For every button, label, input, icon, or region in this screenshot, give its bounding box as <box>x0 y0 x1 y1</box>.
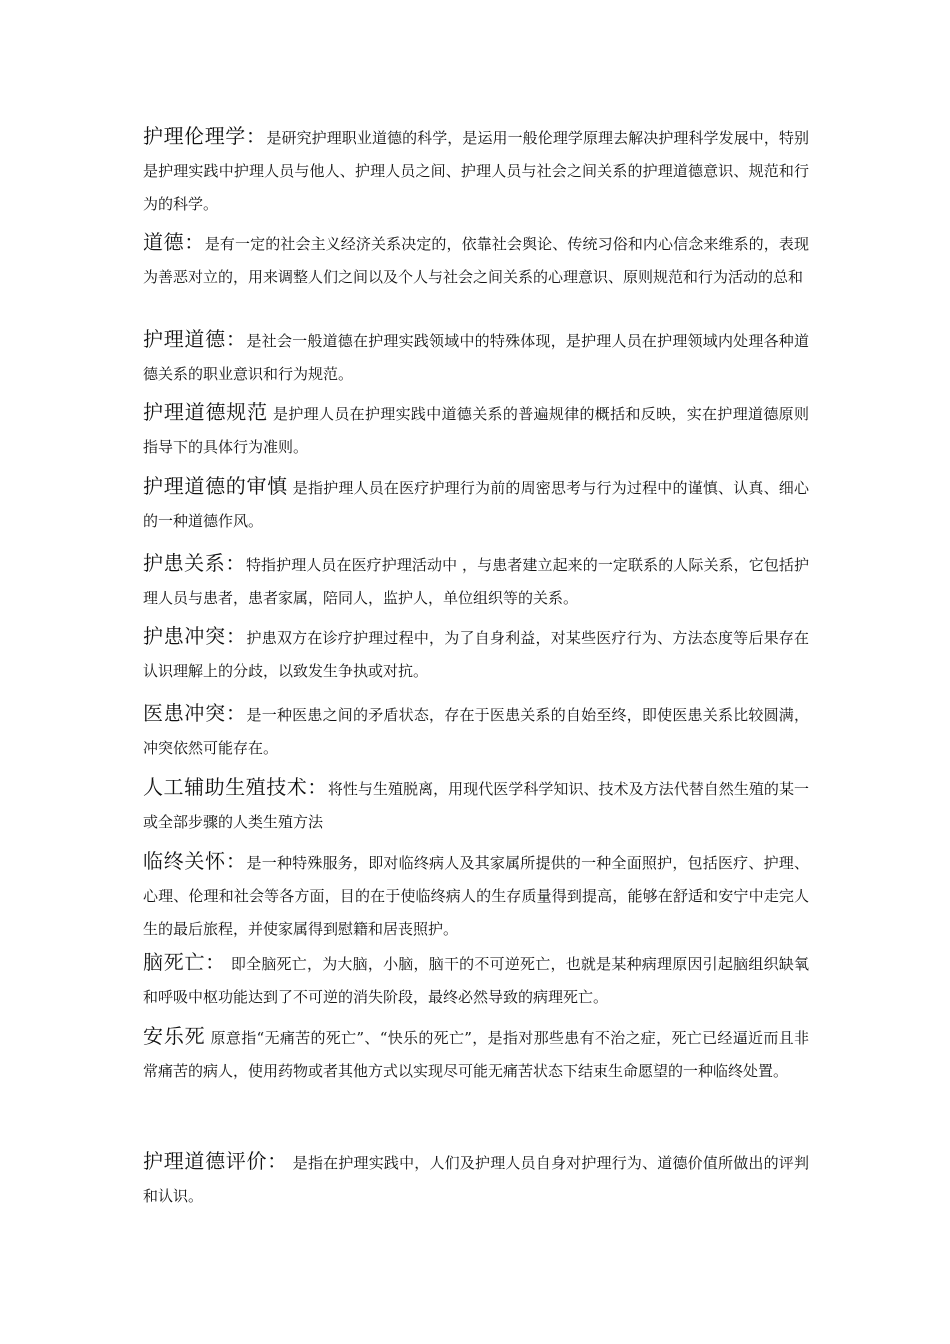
term-definition: 是一种医患之间的矛盾状态，存在于医患关系的自始至终，即使医患关系比较圆满，冲突依然可能存在。 <box>143 706 810 757</box>
term-definition: 是一种特殊服务，即对临终病人及其家属所提供的一种全面照护，包括医疗、护理、心理、伦理和社会等各方面，目的在于使临终病人的生存质量得到提高，能够在舒适和安宁中走完人生的最后旅程，并使家属得到慰籍和居丧照护。 <box>143 854 810 938</box>
entry-nursing-moral-evaluation <box>143 1145 809 1213</box>
term-heading: 护理道德的审慎 <box>143 474 288 498</box>
term-heading: 医患冲突： <box>143 701 247 725</box>
term-heading: 道德： <box>143 230 205 254</box>
entry-nursing-moral-norms <box>143 396 809 464</box>
entry-nurse-patient-conflict <box>143 620 809 688</box>
term-heading: 临终关怀： <box>143 849 247 873</box>
entry-doctor-patient-conflict <box>143 697 809 765</box>
entry-morality <box>143 226 809 294</box>
term-definition: 是有一定的社会主义经济关系决定的，依靠社会舆论、传统习俗和内心信念来维系的，表现为善恶对立的，用来调整人们之间以及个人与社会之间关系的心理意识、原则规范和行为活动的总和 <box>143 235 809 286</box>
entry-nurse-patient-relationship <box>143 547 809 615</box>
term-definition: 原意指“无痛苦的死亡”、“快乐的死亡”，是指对那些患有不治之症，死亡已经逼近而且非常痛苦的病人，使用药物或者其他方式以实现尽可能无痛苦状态下结束生命愿望的一种临终处置。 <box>143 1029 810 1080</box>
term-heading: 脑死亡： <box>143 950 226 974</box>
term-heading: 护患冲突： <box>143 624 247 648</box>
term-heading: 护理道德： <box>143 327 247 351</box>
term-definition: 即全脑死亡，为大脑，小脑，脑干的不可逆死亡，也就是某种病理原因引起脑组织缺氧和呼吸中枢功能达到了不可逆的消失阶段，最终必然导致的病理死亡。 <box>143 955 810 1006</box>
term-heading: 安乐死 <box>143 1024 206 1048</box>
term-definition: 是研究护理职业道德的科学，是运用一般伦理学原理去解决护理科学发展中，特别是护理实践中护理人员与他人、护理人员之间、护理人员与社会之间关系的护理道德意识、规范和行为的科学。 <box>143 129 809 213</box>
term-definition: 特指护理人员在医疗护理活动中 ，与患者建立起来的一定联系的人际关系，它包括护理人员与患者，患者家属，陪同人，监护人，单位组织等的关系。 <box>143 556 810 607</box>
entry-assisted-reproduction <box>143 771 809 839</box>
entry-brain-death <box>143 946 809 1014</box>
term-heading: 人工辅助生殖技术： <box>143 775 328 799</box>
term-definition: 是指在护理实践中，人们及护理人员自身对护理行为、道德价值所做出的评判和认识。 <box>143 1154 810 1205</box>
term-heading: 护患关系： <box>143 551 246 575</box>
entry-nursing-ethics <box>143 120 809 221</box>
term-heading: 护理道德规范 <box>143 400 268 424</box>
term-definition: 是护理人员在护理实践中道德关系的普遍规律的概括和反映，实在护理道德原则指导下的具体行为准则。 <box>143 405 809 456</box>
term-definition: 护患双方在诊疗护理过程中，为了自身利益，对某些医疗行为、方法态度等后果存在认识理解上的分歧，以致发生争执或对抗。 <box>143 629 810 680</box>
entry-euthanasia <box>143 1020 809 1088</box>
entry-nursing-prudence <box>143 470 809 538</box>
term-heading: 护理伦理学： <box>143 124 267 148</box>
term-heading: 护理道德评价： <box>143 1149 288 1173</box>
entry-hospice-care <box>143 845 809 946</box>
entry-nursing-morality <box>143 323 809 391</box>
term-definition: 是指护理人员在医疗护理行为前的周密思考与行为过程中的谨慎、认真、细心的一种道德作风。 <box>143 479 810 530</box>
term-definition: 是社会一般道德在护理实践领域中的特殊体现，是护理人员在护理领域内处理各种道德关系的职业意识和行为规范。 <box>143 332 810 383</box>
term-definition: 将性与生殖脱离，用现代医学科学知识、技术及方法代替自然生殖的某一或全部步骤的人类生殖方法 <box>143 780 809 831</box>
